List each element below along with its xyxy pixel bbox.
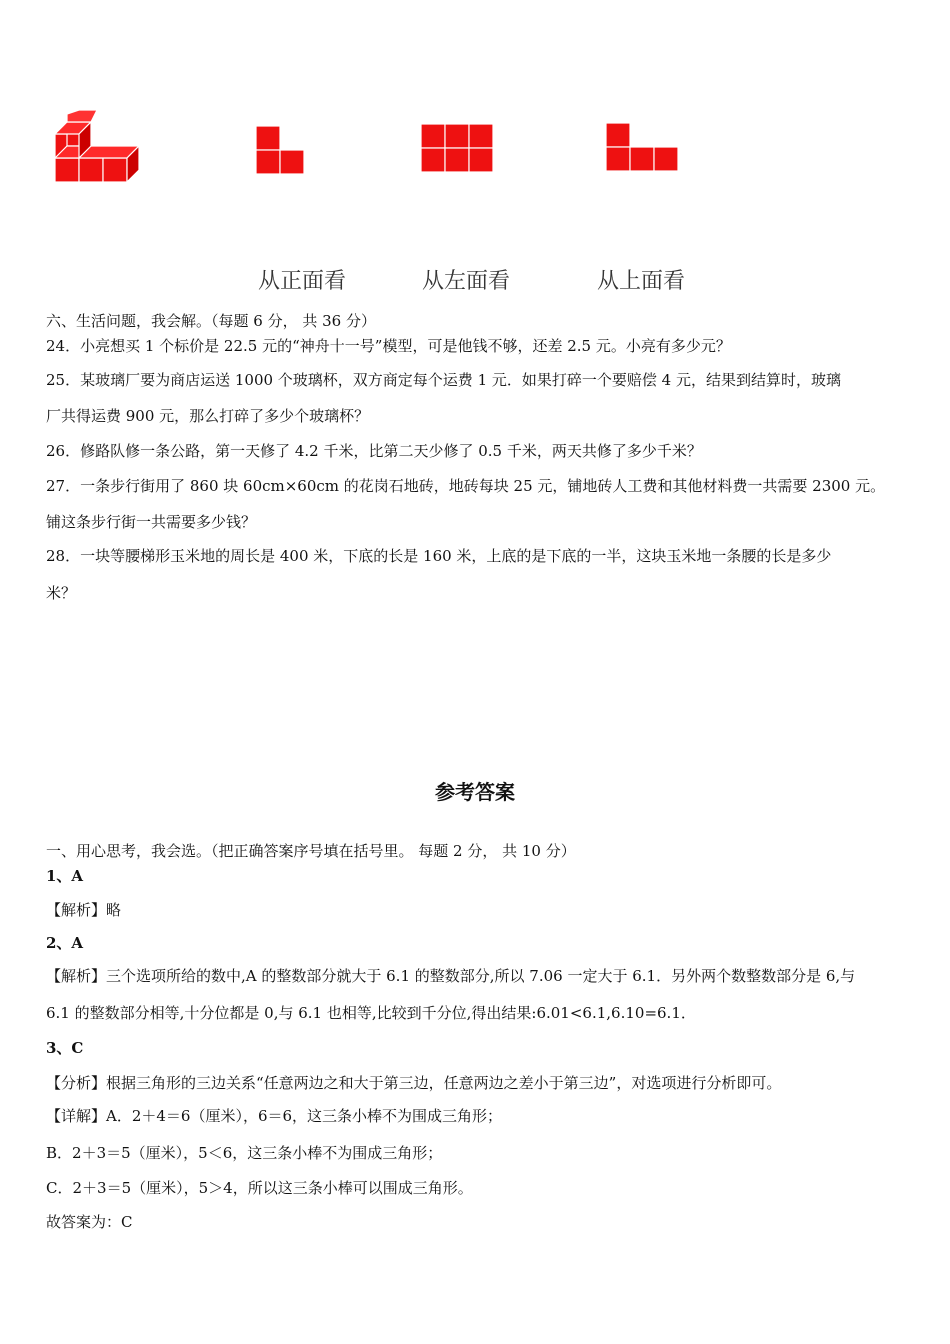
question-28-line1: 28．一块等腰梯形玉米地的周长是 400 米，下底的长是 160 米，上底的是下底的一半，这块玉米地一条腰的长是多少	[46, 547, 832, 565]
question-25-line2: 厂共得运费 900 元，那么打碎了多少个玻璃杯？	[46, 407, 370, 425]
front-view-figure	[255, 125, 305, 175]
section6-heading: 六、生活问题，我会解。（每题 6 分， 共 36 分）	[46, 312, 376, 330]
question-27-line2: 铺这条步行街一共需要多少钱？	[46, 513, 257, 531]
answer-3-detail: 【详解】A．2＋4＝6（厘米），6＝6，这三条小棒不为围成三角形；	[46, 1107, 503, 1125]
answer-3: 3、C	[46, 1039, 84, 1057]
answer-2-analysis-line2: 6.1 的整数部分相等,十分位都是 0,与 6.1 也相等,比较到千分位,得出结果:6.01<6.1,6.10=6.1．	[46, 1004, 696, 1022]
answers-section1-heading: 一、用心思考，我会选。（把正确答案序号填在括号里。 每题 2 分， 共 10 分）	[46, 842, 576, 860]
question-27-line1: 27．一条步行街用了 860 块 60cm×60cm 的花岗石地砖，地砖每块 25 元，铺地砖人工费和其他材料费一共需要 2300 元。	[46, 477, 886, 495]
answer-2-analysis-line1: 【解析】三个选项所给的数中,A 的整数部分就大于 6.1 的整数部分,所以 7.06 一定大于 6.1．另外两个数整数部分是 6,与	[46, 967, 856, 985]
top-view-figure	[605, 122, 679, 172]
answer-3-final: 故答案为：C	[46, 1213, 133, 1231]
caption-left-view: 从左面看	[422, 269, 511, 294]
answers-title: 参考答案	[435, 780, 515, 804]
question-26: 26．修路队修一条公路，第一天修了 4.2 千米，比第二天少修了 0.5 千米，两天共修了多少千米？	[46, 442, 702, 460]
answer-1: 1、A	[46, 867, 84, 885]
answer-3-analysis: 【分析】根据三角形的三边关系“任意两边之和大于第三边，任意两边之差小于第三边”，对选项进行分析即可。	[46, 1074, 782, 1092]
cube-stack-figure	[50, 108, 150, 186]
answer-2: 2、A	[46, 934, 84, 952]
answer-1-analysis: 【解析】略	[46, 901, 122, 919]
left-view-figure	[420, 123, 494, 173]
question-24: 24．小亮想买 1 个标价是 22.5 元的“神舟十一号”模型，可是他钱不够，还差 2.5 元。小亮有多少元？	[46, 337, 731, 355]
answer-3-option-c: C．2＋3＝5（厘米），5＞4，所以这三条小棒可以围成三角形。	[46, 1179, 473, 1197]
answer-3-option-b: B．2＋3＝5（厘米），5＜6，这三条小棒不为围成三角形；	[46, 1144, 443, 1162]
caption-front-view: 从正面看	[258, 269, 347, 294]
question-28-line2: 米？	[46, 584, 77, 602]
question-25-line1: 25．某玻璃厂要为商店运送 1000 个玻璃杯，双方商定每个运费 1 元．如果打碎一个要赔偿 4 元，结果到结算时，玻璃	[46, 371, 841, 389]
caption-top-view: 从上面看	[597, 269, 686, 294]
